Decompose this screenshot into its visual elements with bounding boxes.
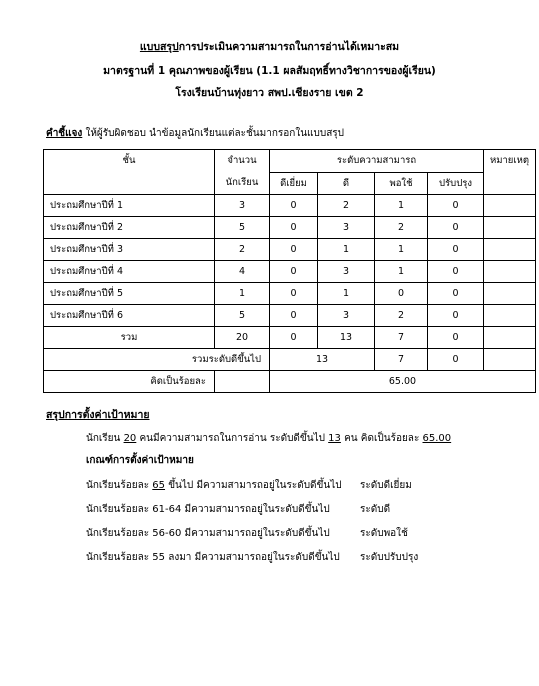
- good-up-fair: 7: [375, 349, 428, 371]
- criteria-pre: นักเรียนร้อยละ: [86, 480, 153, 491]
- percent-row: [44, 371, 536, 393]
- criteria-item: [86, 502, 330, 517]
- cell-improve: 0: [428, 305, 484, 327]
- cell-good: 1: [318, 283, 375, 305]
- header-remark: หมายเหตุ: [484, 150, 536, 195]
- summary-s3: คน คิดเป็นร้อยละ: [340, 433, 423, 444]
- table-header-row: [44, 150, 536, 173]
- header-level-group: ระดับความสามารถ: [270, 150, 484, 173]
- criteria-item: [86, 550, 340, 565]
- summary-s1: นักเรียน: [86, 433, 124, 444]
- good-up-row: [44, 349, 536, 371]
- cell-good: 2: [318, 195, 375, 217]
- cell-grade: ประถมศึกษาปีที่ 3: [44, 239, 215, 261]
- cell-fair: 1: [375, 261, 428, 283]
- cell-excellent: 0: [270, 217, 318, 239]
- cell-fair: 0: [375, 283, 428, 305]
- cell-improve: 0: [428, 195, 484, 217]
- criteria-pre: นักเรียนร้อยละ 56-60: [86, 528, 182, 539]
- school-line: โรงเรียนบ้านทุ่งยาว สพป.เชียงราย เขต 2: [175, 87, 364, 99]
- cell-remark: [484, 283, 536, 305]
- header-count-line2: นักเรียน: [225, 177, 259, 188]
- summary-heading: สรุปการตั้งค่าเป้าหมาย: [46, 409, 150, 421]
- cell-count: 5: [215, 217, 270, 239]
- cell-excellent: 0: [270, 261, 318, 283]
- cell-improve: 0: [428, 217, 484, 239]
- good-up-value: 13: [270, 349, 375, 371]
- good-up-improve: 0: [428, 349, 484, 371]
- criteria-post: ขึ้นไป มีความสามารถอยู่ในระดับดีขึ้นไป: [165, 480, 342, 491]
- document-title: [0, 38, 539, 55]
- criteria-post: มีความสามารถอยู่ในระดับดีขึ้นไป: [191, 552, 340, 563]
- criteria-pre: นักเรียนร้อยละ 55 ลงมา: [86, 552, 192, 563]
- cell-count: 5: [215, 305, 270, 327]
- cell-good: 3: [318, 305, 375, 327]
- cell-good: 3: [318, 217, 375, 239]
- criteria-item: [86, 526, 330, 541]
- percent-blank: [215, 371, 270, 393]
- summary-students: 20: [123, 433, 137, 444]
- cell-count: 2: [215, 239, 270, 261]
- cell-remark: [484, 217, 536, 239]
- cell-grade: ประถมศึกษาปีที่ 6: [44, 305, 215, 327]
- summary-statement: [86, 431, 451, 446]
- total-row: [44, 327, 536, 349]
- cell-remark: [484, 195, 536, 217]
- criteria-level: ระดับดี: [360, 504, 391, 515]
- instruction-text: ให้ผู้รับผิดชอบ นำข้อมูลนักเรียนแต่ละชั้นมากรอกในแบบสรุป: [82, 128, 345, 139]
- percent-value: 65.00: [270, 371, 536, 393]
- cell-grade: ประถมศึกษาปีที่ 4: [44, 261, 215, 283]
- header-grade: ชั้น: [44, 150, 215, 195]
- cell-good: 3: [318, 261, 375, 283]
- title-rest: การประเมินความสามารถในการอ่านได้เหมาะสม: [178, 41, 400, 53]
- cell-remark: [484, 261, 536, 283]
- total-label: รวม: [44, 327, 215, 349]
- criteria-level: ระดับพอใช้: [360, 528, 408, 539]
- total-good: 13: [318, 327, 375, 349]
- total-excellent: 0: [270, 327, 318, 349]
- table-row: [44, 195, 536, 217]
- summary-good-count: 13: [328, 433, 341, 444]
- criteria-post: มีความสามารถอยู่ในระดับดีขึ้นไป: [181, 528, 330, 539]
- cell-remark: [484, 239, 536, 261]
- total-fair: 7: [375, 327, 428, 349]
- cell-fair: 2: [375, 305, 428, 327]
- header-count: [215, 150, 270, 195]
- table-row: [44, 239, 536, 261]
- cell-count: 4: [215, 261, 270, 283]
- cell-improve: 0: [428, 239, 484, 261]
- criteria-level: ระดับปรับปรุง: [360, 552, 419, 563]
- cell-grade: ประถมศึกษาปีที่ 1: [44, 195, 215, 217]
- cell-excellent: 0: [270, 195, 318, 217]
- good-up-remark: [484, 349, 536, 371]
- table-row: [44, 261, 536, 283]
- cell-remark: [484, 305, 536, 327]
- cell-fair: 1: [375, 239, 428, 261]
- cell-excellent: 0: [270, 305, 318, 327]
- criteria-item: [86, 478, 342, 493]
- cell-fair: 1: [375, 195, 428, 217]
- standard-line: มาตรฐานที่ 1 คุณภาพของผู้เรียน (1.1 ผลสัมฤทธิ์ทางวิชาการของผู้เรียน): [103, 65, 436, 77]
- percent-label: คิดเป็นร้อยละ: [44, 371, 215, 393]
- criteria-num: 65: [152, 480, 166, 491]
- criteria-heading: เกณฑ์การตั้งค่าเป้าหมาย: [86, 455, 194, 466]
- instruction: [46, 126, 344, 141]
- summary-percent: 65.00: [422, 433, 452, 444]
- title-underlined: แบบสรุป: [139, 41, 179, 53]
- cell-excellent: 0: [270, 283, 318, 305]
- header-excellent: ดีเยี่ยม: [270, 172, 318, 195]
- criteria-post: มีความสามารถอยู่ในระดับดีขึ้นไป: [181, 504, 330, 515]
- summary-s2: คนมีความสามารถในการอ่าน ระดับดีขึ้นไป: [136, 433, 329, 444]
- header-improve: ปรับปรุง: [428, 172, 484, 195]
- cell-fair: 2: [375, 217, 428, 239]
- cell-improve: 0: [428, 261, 484, 283]
- header-count-line1: จำนวน: [227, 155, 257, 166]
- criteria-level: ระดับดีเยี่ยม: [360, 480, 412, 491]
- table-row: [44, 305, 536, 327]
- cell-excellent: 0: [270, 239, 318, 261]
- cell-improve: 0: [428, 283, 484, 305]
- summary-table: [43, 149, 536, 393]
- cell-grade: ประถมศึกษาปีที่ 5: [44, 283, 215, 305]
- header-fair: พอใช้: [375, 172, 428, 195]
- table-row: [44, 283, 536, 305]
- cell-count: 1: [215, 283, 270, 305]
- instruction-label: คำชี้แจง: [46, 128, 83, 139]
- total-count: 20: [215, 327, 270, 349]
- header-good: ดี: [318, 172, 375, 195]
- table-row: [44, 217, 536, 239]
- good-up-label: รวมระดับดีขึ้นไป: [44, 349, 270, 371]
- cell-good: 1: [318, 239, 375, 261]
- cell-count: 3: [215, 195, 270, 217]
- total-improve: 0: [428, 327, 484, 349]
- criteria-pre: นักเรียนร้อยละ 61-64: [86, 504, 182, 515]
- cell-grade: ประถมศึกษาปีที่ 2: [44, 217, 215, 239]
- total-remark: [484, 327, 536, 349]
